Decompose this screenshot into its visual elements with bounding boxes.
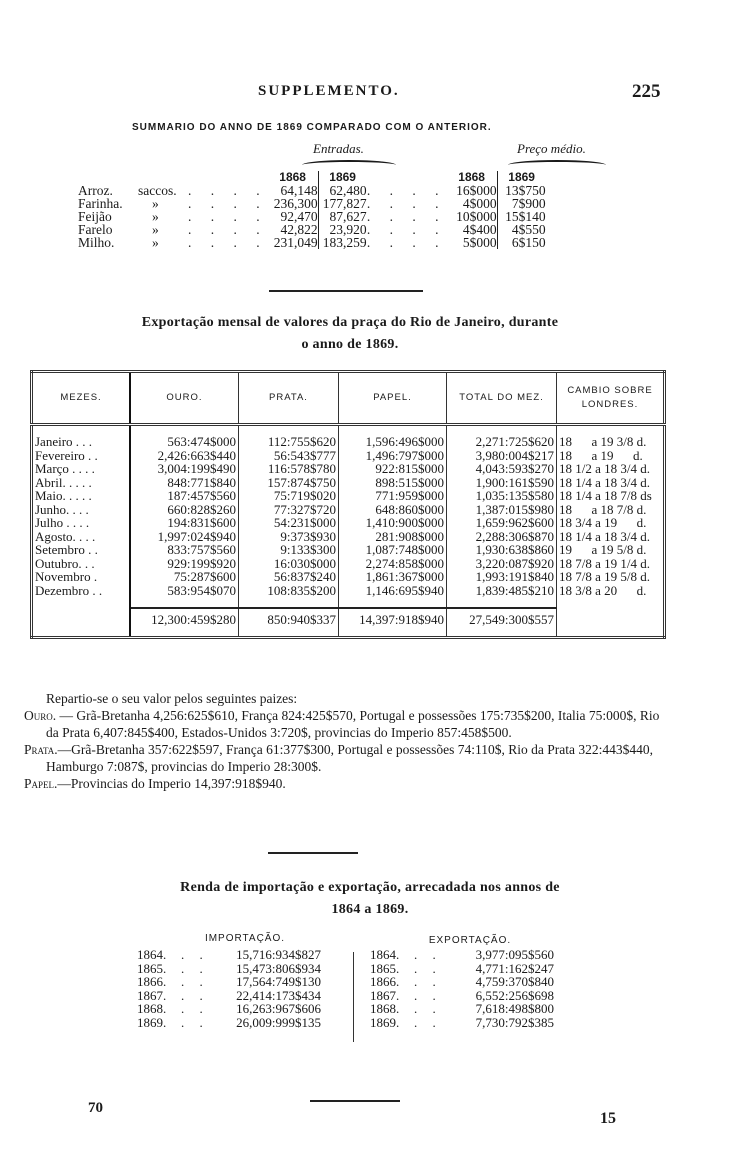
cambio-cell: 19 a 19 5/8 d. (559, 542, 647, 557)
cambio-cell: 18 1/4 a 18 3/4 d. (559, 474, 650, 490)
year-cell: 1865. (137, 960, 167, 976)
prata-cell: 9:133$300 (239, 543, 339, 557)
ouro-cell: 75:287$600 (130, 570, 239, 584)
unit: » (152, 222, 159, 237)
entradas-1868: 231,049 (268, 236, 319, 249)
renda-title-line1: Renda de importação e exportação, arrecadada nos annos de (180, 880, 560, 895)
cambio-cell: 18 3/8 a 20 d. (559, 582, 647, 598)
leader-dots: . . (414, 960, 442, 976)
reparticao-block (24, 690, 674, 792)
papel-cell: 1,087:748$000 (339, 543, 447, 557)
preco-1869: 15$140 (505, 209, 546, 224)
month-cell: Julho . . . . (32, 516, 131, 530)
exportacao-row (32, 425, 665, 449)
month-cell: Março . . . . (32, 462, 131, 476)
importacao-row (137, 989, 321, 1003)
cambio-cell: 18 7/8 a 19 1/4 d. (559, 555, 650, 571)
entradas-1868: 92,470 (268, 210, 319, 223)
prata-cell: 56:543$777 (239, 449, 339, 463)
cambio-cell: 18 1/2 a 18 3/4 d. (559, 461, 650, 476)
month-cell: Setembro . . (32, 543, 131, 557)
ouro-cell: 583:954$070 (130, 584, 239, 598)
cambio-cell: 18 1/4 a 18 3/4 d. (559, 528, 650, 544)
exportacao-row (32, 516, 665, 530)
total-cell: 2,271:725$620 (447, 425, 557, 449)
month-cell: Dezembro . . (32, 584, 131, 598)
entradas-1869: 23,920 (329, 222, 367, 237)
value-cell: 4,771:162$247 (475, 960, 554, 976)
total-ouro-cell: 12,300:459$280 (130, 608, 239, 637)
entradas-1868: 236,300 (268, 197, 319, 210)
year-cell: 1866. (370, 974, 400, 989)
running-title: SUPPLEMENTO. (258, 83, 400, 99)
prata-cell: 56:837$240 (239, 570, 339, 584)
preco-brace (508, 160, 606, 170)
ouro-cell: 563:474$000 (130, 425, 239, 449)
col-cambio: CAMBIO SOBRE LONDRES. (557, 372, 665, 425)
product: Feijão (78, 209, 112, 224)
month-cell: Agosto. . . . (32, 530, 131, 544)
ouro-cell: 1,997:024$940 (130, 530, 239, 544)
total-cell: 1,035:135$580 (447, 489, 557, 503)
prata-cell: 75:719$020 (239, 489, 339, 503)
exportacao-revenue-row (370, 1016, 554, 1030)
papel-cell: 1,410:900$000 (339, 516, 447, 530)
year-1869: 1869 (329, 170, 356, 184)
leader-dots: . . (181, 960, 209, 976)
prata-cell: 108:835$200 (239, 584, 339, 598)
total-total-cell: 27,549:300$557 (447, 608, 557, 637)
papel-cell: 1,496:797$000 (339, 449, 447, 463)
total-cell: 1,839:485$210 (447, 584, 557, 598)
exportacao-row (32, 570, 665, 584)
product: Farinha. (78, 196, 123, 211)
papel-cell: 898:515$000 (339, 476, 447, 490)
ouro-cell: 660:828$260 (130, 503, 239, 517)
footer-divider (310, 1100, 400, 1102)
product: Farelo (78, 222, 113, 237)
month-cell: Abril. . . . . (32, 476, 131, 490)
col-ouro: OURO. (130, 372, 239, 425)
value-cell: 4,759:370$840 (475, 974, 554, 989)
papel-cell: 1,596:496$000 (339, 425, 447, 449)
section-divider (269, 290, 423, 292)
exportacao-row (32, 557, 665, 571)
summary-row: Arroz. saccos. . . . . 64,148 62,480 . . . . 16$000 13$750 (78, 183, 546, 198)
value-cell: 15,473:806$934 (236, 960, 321, 976)
cambio-cell: 18 a 18 7/8 d. (559, 501, 647, 517)
year-cell: 1864. (137, 947, 167, 962)
summary-row: Farelo » . . . . 42,822 23,920 . . . . 4$400 4$550 (78, 222, 546, 237)
year-1869: 1869 (508, 170, 535, 184)
prata-cell: 157:874$750 (239, 476, 339, 490)
leader-dots: . . (414, 974, 442, 989)
col-total: TOTAL DO MEZ. (447, 372, 557, 425)
exportacao-title-line2: o anno de 1869. (301, 337, 399, 352)
year-1868: 1868 (447, 171, 498, 184)
summary-title: SUMMARIO DO ANNO DE 1869 COMPARADO COM O ANTERIOR. (132, 122, 492, 133)
value-cell: 26,009:999$135 (236, 1014, 321, 1030)
importacao-row (137, 948, 321, 962)
ouro-cell: 187:457$560 (130, 489, 239, 503)
month-cell: Outubro. . . (32, 557, 131, 571)
exportacao-revenue-row (370, 975, 554, 989)
leader-dots: . . (414, 1014, 442, 1030)
cambio-cell: 18 1/4 a 18 7/8 ds (559, 488, 652, 503)
entradas-1869: 87,627 (329, 209, 367, 224)
value-cell: 7,730:792$385 (475, 1014, 554, 1030)
section-divider (268, 852, 358, 854)
month-cell: Fevereiro . . (32, 449, 131, 463)
prata-cell: 77:327$720 (239, 503, 339, 517)
exportacao-header-row (32, 372, 665, 425)
leader-dots: . . (181, 974, 209, 989)
papel-label: Papel. (24, 776, 58, 791)
exportacao-header: EXPORTAÇÃO. (428, 935, 512, 946)
year-cell: 1868. (137, 1001, 167, 1016)
importacao-table (137, 948, 321, 1029)
leader-dots: . . (181, 1014, 209, 1030)
leader-dots: . . (181, 1001, 209, 1016)
prata-cell: 54:231$000 (239, 516, 339, 530)
entradas-1868: 42,822 (268, 223, 319, 236)
year-cell: 1867. (370, 987, 400, 1003)
summary-table (78, 171, 546, 249)
exportacao-row (32, 530, 665, 544)
preco-1868: 16$000 (447, 184, 498, 197)
entradas-1869: 177,827 (322, 196, 367, 211)
cambio-cell: 18 a 19 d. (559, 447, 643, 463)
exportacao-revenue-table (370, 948, 554, 1029)
importacao-row (137, 1016, 321, 1030)
exportacao-row (32, 584, 665, 598)
spacer-row (32, 597, 665, 608)
prata-cell: 16:030$000 (239, 557, 339, 571)
total-prata-cell: 850:940$337 (239, 608, 339, 637)
entradas-group-label: Entradas. (313, 141, 364, 156)
cambio-cell: 18 a 19 3/8 d. (559, 434, 647, 449)
exportacao-table (30, 370, 666, 639)
papel-cell: 1,861:367$000 (339, 570, 447, 584)
exportacao-row (32, 449, 665, 463)
total-cell: 1,387:015$980 (447, 503, 557, 517)
exportacao-row (32, 476, 665, 490)
year-cell: 1868. (370, 1001, 400, 1016)
preco-1868: 10$000 (447, 210, 498, 223)
ouro-label: Ouro. (24, 708, 57, 723)
year-cell: 1865. (370, 960, 400, 976)
preco-group-label: Preço médio. (517, 141, 586, 156)
page-number: 225 (632, 81, 661, 102)
ouro-cell: 833:757$560 (130, 543, 239, 557)
ouro-text: — Grã-Bretanha 4,256:625$610, França 824:425$570, Portugal e possessões 175:735$200, Italia 75:000$, Rio da Prata 6,407:845$400, Estados-Unidos 3:720$, provincias do Imperio 857:458$500. (46, 708, 660, 740)
year-1868: 1868 (268, 171, 319, 184)
cambio-cell: 18 3/4 a 19 d. (559, 515, 647, 530)
exportacao-title-line1: Exportação mensal de valores da praça do Rio de Janeiro, durante (141, 315, 559, 330)
month-cell: Janeiro . . . (32, 425, 131, 449)
year-cell: 1867. (137, 987, 167, 1003)
entradas-brace (302, 160, 396, 170)
totals-label-cell (32, 608, 131, 637)
entradas-1868: 64,148 (268, 184, 319, 197)
year-cell: 1866. (137, 974, 167, 989)
signature-mark-right: 15 (600, 1110, 616, 1127)
importacao-row (137, 962, 321, 976)
summary-row: Milho. » . . . . 231,049 183,259 . . . . 5$000 6$150 (78, 235, 546, 250)
exportacao-totals-row (32, 608, 665, 637)
total-cell: 1,930:638$860 (447, 543, 557, 557)
leader-dots: . . (181, 987, 209, 1003)
preco-1869: 6$150 (511, 235, 546, 250)
year-cell: 1869. (370, 1014, 400, 1030)
col-papel: PAPEL. (339, 372, 447, 425)
prata-label: Prata. (24, 742, 58, 757)
exportacao-row (32, 503, 665, 517)
reparticao-papel (24, 775, 674, 792)
total-cell: 4,043:593$270 (447, 462, 557, 476)
preco-1869: 7$900 (511, 196, 546, 211)
unit: » (152, 196, 159, 211)
preco-1869: 4$550 (511, 222, 546, 237)
value-cell: 17,564:749$130 (236, 974, 321, 989)
total-cell: 3,980:004$217 (447, 449, 557, 463)
total-cell: 2,288:306$870 (447, 530, 557, 544)
value-cell: 6,552:256$698 (475, 987, 554, 1003)
month-cell: Maio. . . . . (32, 489, 131, 503)
value-cell: 3,977:095$560 (475, 947, 554, 962)
leader-dots: . . (414, 1001, 442, 1016)
prata-cell: 9:373$930 (239, 530, 339, 544)
preco-1868: 4$400 (447, 223, 498, 236)
unit: saccos. (138, 183, 177, 198)
reparticao-ouro (24, 707, 674, 741)
signature-mark-left: 70 (88, 1100, 103, 1116)
total-papel-cell: 14,397:918$940 (339, 608, 447, 637)
exportacao-revenue-row (370, 962, 554, 976)
unit: » (152, 209, 159, 224)
leader-dots: . . (181, 947, 209, 962)
col-mezes: MEZES. (32, 372, 131, 425)
product: Arroz. (78, 183, 113, 198)
total-cell: 3,220:087$920 (447, 557, 557, 571)
papel-cell: 648:860$000 (339, 503, 447, 517)
value-cell: 16,263:967$606 (236, 1001, 321, 1016)
product: Milho. (78, 235, 115, 250)
unit: » (152, 235, 159, 250)
exportacao-revenue-row (370, 948, 554, 962)
value-cell: 22,414:173$434 (236, 987, 321, 1003)
renda-title-line2: 1864 a 1869. (331, 902, 409, 917)
summary-row: Feijão » . . . . 92,470 87,627 . . . . 10$000 15$140 (78, 209, 546, 224)
papel-cell: 771:959$000 (339, 489, 447, 503)
total-cell: 1,659:962$600 (447, 516, 557, 530)
preco-1869: 13$750 (505, 183, 546, 198)
summary-row: Farinha. » . . . . 236,300 177,827 . . . . 4$000 7$900 (78, 196, 546, 211)
ouro-cell: 3,004:199$490 (130, 462, 239, 476)
col-prata: PRATA. (239, 372, 339, 425)
ouro-cell: 848:771$840 (130, 476, 239, 490)
totals-empty-cell (557, 608, 665, 637)
preco-1868: 5$000 (447, 236, 498, 249)
exportacao-row (32, 462, 665, 476)
papel-cell: 922:815$000 (339, 462, 447, 476)
exportacao-row (32, 543, 665, 557)
reparticao-prata (24, 741, 674, 775)
leader-dots: . . (414, 987, 442, 1003)
value-cell: 15,716:934$827 (236, 947, 321, 962)
importacao-header: IMPORTAÇÃO. (204, 933, 286, 944)
preco-1868: 4$000 (447, 197, 498, 210)
ouro-cell: 929:199$920 (130, 557, 239, 571)
entradas-1869: 62,480 (329, 183, 367, 198)
value-cell: 7,618:498$800 (475, 1001, 554, 1016)
month-cell: Junho. . . . (32, 503, 131, 517)
importacao-row (137, 975, 321, 989)
exportacao-revenue-row (370, 1002, 554, 1016)
prata-text: —Grã-Bretanha 357:622$597, França 61:377$300, Portugal e possessões 74:110$, Rio da Prata 322:443$440, Hamburgo 7:087$, provincias do Imperio 28:300$. (46, 742, 653, 774)
exportacao-row (32, 489, 665, 503)
reparticao-intro: Repartio-se o seu valor pelos seguintes paizes: (46, 691, 298, 706)
papel-cell: 281:908$000 (339, 530, 447, 544)
importacao-row (137, 1002, 321, 1016)
leader-dots: . . (414, 947, 442, 962)
papel-cell: 2,274:858$000 (339, 557, 447, 571)
column-divider (353, 952, 354, 1042)
prata-cell: 116:578$780 (239, 462, 339, 476)
ouro-cell: 2,426:663$440 (130, 449, 239, 463)
papel-text: —Provincias do Imperio 14,397:918$940. (57, 776, 286, 791)
total-cell: 1,993:191$840 (447, 570, 557, 584)
cambio-cell: 18 7/8 a 19 5/8 d. (559, 569, 650, 584)
total-cell: 1,900:161$590 (447, 476, 557, 490)
prata-cell: 112:755$620 (239, 425, 339, 449)
month-cell: Novembro . (32, 570, 131, 584)
ouro-cell: 194:831$600 (130, 516, 239, 530)
year-cell: 1869. (137, 1014, 167, 1030)
papel-cell: 1,146:695$940 (339, 584, 447, 598)
entradas-1869: 183,259 (322, 235, 367, 250)
year-cell: 1864. (370, 947, 400, 962)
exportacao-revenue-row (370, 989, 554, 1003)
